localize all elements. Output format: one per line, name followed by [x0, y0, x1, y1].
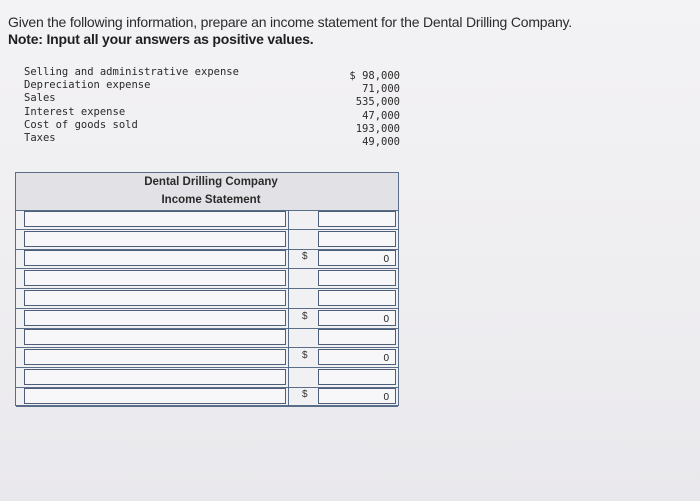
row-label-input[interactable] [24, 211, 286, 227]
row-label-input[interactable] [24, 329, 286, 345]
given-labels [24, 66, 239, 145]
given-label: Taxes [24, 132, 56, 145]
row-label-input[interactable] [24, 369, 286, 385]
given-value: 193,000 [355, 122, 400, 135]
row-value-input[interactable] [318, 270, 396, 286]
row-label-input[interactable] [24, 349, 286, 365]
row-value-input[interactable] [318, 231, 396, 247]
statement-row [16, 387, 398, 407]
computed-total: 0 [383, 352, 389, 364]
row-value-input[interactable] [318, 250, 396, 266]
computed-total: 0 [383, 313, 389, 325]
row-label-input[interactable] [24, 388, 286, 404]
instructions [8, 14, 572, 47]
given-value: 47,000 [362, 109, 400, 122]
dollar-sign: $ [302, 310, 308, 322]
given-label: Interest expense [24, 105, 126, 118]
row-value-input[interactable] [318, 290, 396, 306]
row-value-input[interactable] [318, 211, 396, 227]
row-value-input[interactable] [318, 310, 396, 326]
given-value: 71,000 [362, 83, 400, 96]
statement-row [16, 269, 398, 289]
row-value-input[interactable] [318, 388, 396, 404]
company-name: Dental Drilling Company [144, 176, 278, 188]
statement-row [16, 328, 398, 348]
row-label-input[interactable] [24, 250, 286, 266]
given-label: Depreciation expense [24, 79, 151, 92]
dollar-sign: $ [302, 349, 308, 361]
income-statement-table [15, 172, 399, 406]
instruction-note: Note: Input all your answers as positive values. [8, 31, 314, 47]
given-label: Selling and administrative expense [24, 66, 239, 78]
given-value: $ 98,000 [349, 70, 400, 82]
row-label-input[interactable] [24, 290, 286, 306]
statement-row [16, 309, 398, 329]
row-value-input[interactable] [318, 329, 396, 345]
statement-row [16, 368, 398, 388]
statement-title: Income Statement [161, 194, 261, 206]
statement-row [16, 210, 398, 230]
row-value-input[interactable] [318, 369, 396, 385]
dollar-sign: $ [302, 251, 308, 263]
statement-row [16, 249, 398, 269]
given-label: Cost of goods sold [24, 118, 138, 131]
given-value: 535,000 [355, 96, 400, 109]
statement-row [16, 348, 398, 368]
given-label: Sales [24, 92, 56, 105]
row-label-input[interactable] [24, 310, 286, 326]
given-values [330, 70, 400, 149]
computed-total: 0 [383, 254, 389, 266]
row-value-input[interactable] [318, 349, 396, 365]
statement-row [16, 230, 398, 250]
row-label-input[interactable] [24, 270, 286, 286]
row-label-input[interactable] [24, 231, 286, 247]
table-header [16, 173, 398, 211]
computed-total: 0 [383, 392, 389, 404]
statement-row [16, 289, 398, 309]
given-value: 49,000 [362, 136, 400, 149]
instruction-text: Given the following information, prepare an income statement for the Dental Drilling Company. [8, 14, 572, 30]
dollar-sign: $ [302, 389, 308, 401]
